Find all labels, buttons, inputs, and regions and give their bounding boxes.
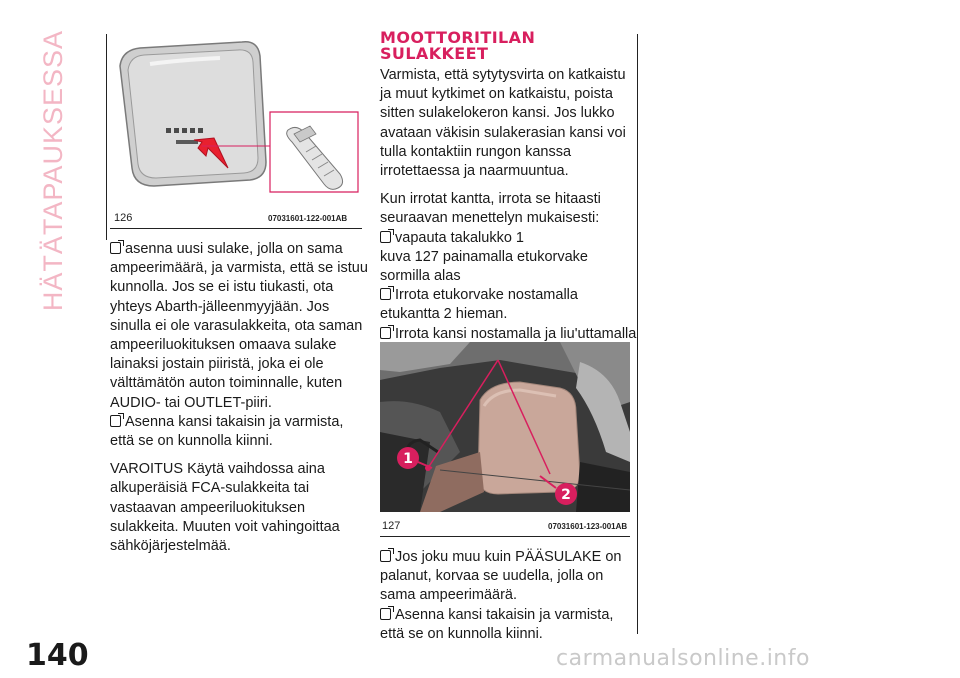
figure-126	[106, 34, 360, 244]
section-heading: MOOTTORITILAN SULAKKEET	[380, 28, 536, 63]
figure-126-number: 126	[114, 212, 133, 224]
right-column-lower	[380, 548, 638, 653]
callout-2	[555, 483, 577, 505]
figure-126-rule	[110, 228, 362, 229]
figure-126-code: 07031601-122-001AB	[268, 214, 348, 223]
bullet-icon	[110, 415, 121, 427]
figure-127-image	[380, 342, 630, 512]
section-tab-label: HÄTÄTAPAUKSESSA	[37, 30, 68, 312]
bullet-icon	[380, 550, 391, 562]
after-removal-steps: Jos joku muu kuin PÄÄSULAKE on palanut, korvaa se uudella, jolla on sama ampeerimäärä. Asenna kansi takaisin ja varmista, että se on kunnolla kiinni.	[380, 549, 622, 642]
figure-127-rule	[380, 536, 630, 537]
svg-text:1: 1	[403, 451, 413, 467]
page-number: 140	[26, 638, 89, 673]
figure-126-image	[110, 34, 360, 204]
bullet-icon	[380, 231, 391, 243]
watermark: carmanualsonline.info	[556, 646, 810, 671]
figure-127-code: 07031601-123-001AB	[548, 522, 628, 531]
fuse-box-cover-illustration	[110, 34, 360, 204]
figure-127	[376, 340, 630, 540]
bullet-icon	[380, 288, 391, 300]
svg-text:2: 2	[561, 487, 571, 503]
bullet-icon	[380, 608, 391, 620]
figure-127-number: 127	[382, 520, 401, 532]
fuse-replace-bullet: asenna uusi sulake, jolla on sama ampeerimäärä, ja varmista, että se istuu kunnolla. Jos se ei istu tiukasti, ota yhteys Abarth-jälleenmyyjään. Jos sinulla ei ole varasulakkeita, ota saman ampeeriluokituksen omaava sulake lainaksi jostain piiristä, joka ei ole välttämätön auton toiminnalle, kuten AUDIO- tai OUTLET-piiri. Asenna kansi takaisin ja varmista, että se on kunnolla kiinni.	[110, 241, 368, 450]
removal-steps: Kun irrotat kantta, irrota se hitaasti seuraavan menettelyn mukaisesti: vapauta takalukko 1 kuva 127 painamalla etukorvake sormilla alas Irrota etukorvake nostamalla etukantta 2 hieman. Irrota kansi nostamalla ja liu'uttamalla	[380, 191, 637, 342]
warning-paragraph: VAROITUS Käytä vaihdossa aina alkuperäisiä FCA-sulakkeita tai vastaavan ampeeriluokituksen sulakkeita. Muuten voit vahingoittaa sähköjärjestelmää.	[110, 461, 340, 555]
bullet-icon	[110, 242, 121, 254]
right-column-upper	[380, 66, 638, 372]
bullet-icon	[380, 327, 391, 339]
callout-1	[397, 447, 419, 469]
intro-paragraph: Varmista, että sytytysvirta on katkaistu ja muut kytkimet on katkaistu, poista sitten sulakelokeron kansi. Jos lukko avataan väkisin sulakerasian kansi voi tulla kontaktiin rungon kanssa irrotettaessa ja naarmuuntua.	[380, 67, 626, 180]
section-tab	[22, 30, 84, 312]
left-column	[110, 240, 370, 565]
engine-bay-photo	[380, 342, 630, 512]
